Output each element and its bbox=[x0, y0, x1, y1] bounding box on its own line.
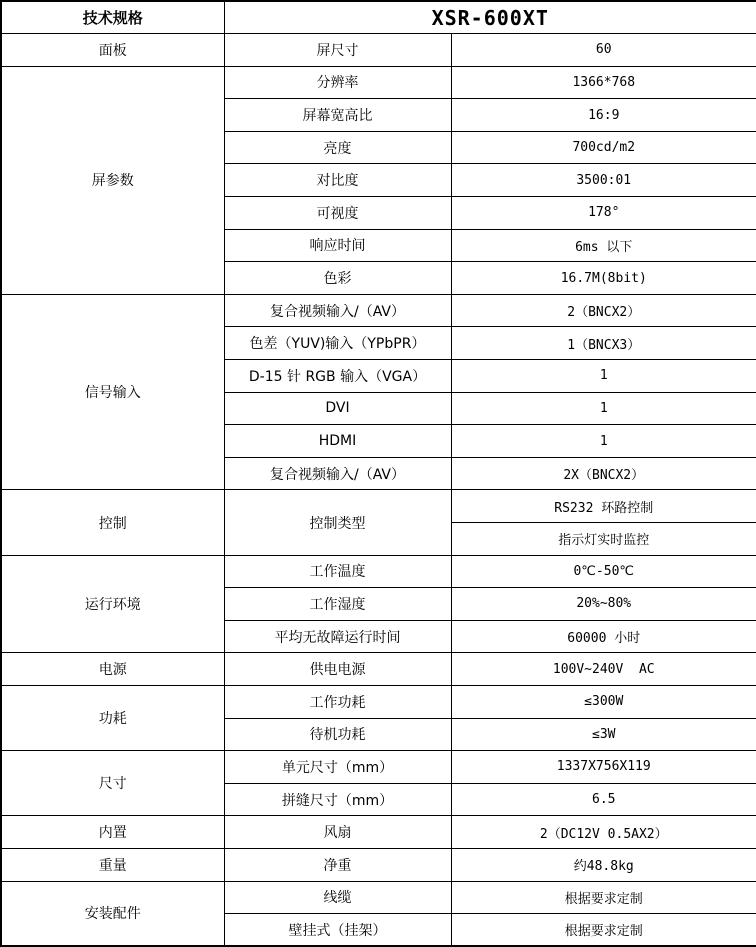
param-cell: 待机功耗 bbox=[224, 718, 451, 751]
category-cell: 控制 bbox=[1, 490, 224, 555]
category-cell: 功耗 bbox=[1, 685, 224, 750]
param-cell: 对比度 bbox=[224, 164, 451, 197]
category-cell: 电源 bbox=[1, 653, 224, 686]
param-cell: 风扇 bbox=[224, 816, 451, 849]
value-cell: 16.7M(8bit) bbox=[451, 262, 756, 295]
value-cell: 20%~80% bbox=[451, 588, 756, 621]
category-cell: 面板 bbox=[1, 34, 224, 67]
category-cell: 运行环境 bbox=[1, 555, 224, 653]
spec-row bbox=[1, 34, 756, 67]
param-cell: 工作湿度 bbox=[224, 588, 451, 621]
param-cell: 复合视频输入/（AV） bbox=[224, 457, 451, 490]
value-cell: 2（BNCX2） bbox=[451, 294, 756, 327]
spec-row bbox=[1, 66, 756, 99]
spec-row bbox=[1, 653, 756, 686]
param-cell: 单元尺寸（mm） bbox=[224, 751, 451, 784]
spec-row bbox=[1, 555, 756, 588]
value-cell: 3500:01 bbox=[451, 164, 756, 197]
value-cell: 2X（BNCX2） bbox=[451, 457, 756, 490]
value-cell: 0℃-50℃ bbox=[451, 555, 756, 588]
param-cell: 色彩 bbox=[224, 262, 451, 295]
param-cell: 屏尺寸 bbox=[224, 34, 451, 67]
value-cell: RS232 环路控制 bbox=[451, 490, 756, 523]
param-cell: HDMI bbox=[224, 425, 451, 458]
category-cell: 重量 bbox=[1, 848, 224, 881]
param-cell: 拼缝尺寸（mm） bbox=[224, 783, 451, 816]
spec-row bbox=[1, 685, 756, 718]
value-cell: 6.5 bbox=[451, 783, 756, 816]
param-cell: 供电电源 bbox=[224, 653, 451, 686]
param-cell: 屏幕宽高比 bbox=[224, 99, 451, 132]
category-cell: 内置 bbox=[1, 816, 224, 849]
spec-row bbox=[1, 816, 756, 849]
param-cell: 工作温度 bbox=[224, 555, 451, 588]
param-cell: 可视度 bbox=[224, 197, 451, 230]
param-cell: 平均无故障运行时间 bbox=[224, 620, 451, 653]
value-cell: 根据要求定制 bbox=[451, 914, 756, 947]
value-cell: 2（DC12V 0.5AX2） bbox=[451, 816, 756, 849]
param-cell: 工作功耗 bbox=[224, 685, 451, 718]
value-cell: 指示灯实时监控 bbox=[451, 523, 756, 556]
value-cell: 1（BNCX3） bbox=[451, 327, 756, 360]
category-cell: 安装配件 bbox=[1, 881, 224, 946]
spec-row bbox=[1, 881, 756, 914]
param-cell: D-15 针 RGB 输入（VGA） bbox=[224, 360, 451, 393]
value-cell: 16:9 bbox=[451, 99, 756, 132]
value-cell: 1366*768 bbox=[451, 66, 756, 99]
model-header-cell: XSR-600XT bbox=[224, 1, 756, 34]
value-cell: ≤300W bbox=[451, 685, 756, 718]
param-cell: DVI bbox=[224, 392, 451, 425]
param-cell: 色差（YUV)输入（YPbPR） bbox=[224, 327, 451, 360]
category-cell: 尺寸 bbox=[1, 751, 224, 816]
value-cell: 60000 小时 bbox=[451, 620, 756, 653]
value-cell: 1 bbox=[451, 360, 756, 393]
spec-header-cell: 技术规格 bbox=[1, 1, 224, 34]
param-cell: 复合视频输入/（AV） bbox=[224, 294, 451, 327]
param-cell: 壁挂式（挂架） bbox=[224, 914, 451, 947]
category-cell: 屏参数 bbox=[1, 66, 224, 294]
value-cell: 60 bbox=[451, 34, 756, 67]
value-cell: 约48.8kg bbox=[451, 848, 756, 881]
spec-row bbox=[1, 490, 756, 523]
value-cell: 1 bbox=[451, 425, 756, 458]
value-cell: 700cd/m2 bbox=[451, 131, 756, 164]
spec-row bbox=[1, 848, 756, 881]
param-cell: 分辨率 bbox=[224, 66, 451, 99]
value-cell: ≤3W bbox=[451, 718, 756, 751]
param-cell: 亮度 bbox=[224, 131, 451, 164]
table-header-row bbox=[1, 1, 756, 34]
param-cell: 净重 bbox=[224, 848, 451, 881]
value-cell: 100V~240V AC bbox=[451, 653, 756, 686]
value-cell: 6ms 以下 bbox=[451, 229, 756, 262]
category-cell: 信号输入 bbox=[1, 294, 224, 490]
value-cell: 根据要求定制 bbox=[451, 881, 756, 914]
value-cell: 178° bbox=[451, 197, 756, 230]
param-cell: 控制类型 bbox=[224, 490, 451, 555]
spec-row bbox=[1, 751, 756, 784]
param-cell: 线缆 bbox=[224, 881, 451, 914]
spec-table-body bbox=[1, 34, 756, 947]
param-cell: 响应时间 bbox=[224, 229, 451, 262]
value-cell: 1 bbox=[451, 392, 756, 425]
value-cell: 1337X756X119 bbox=[451, 751, 756, 784]
spec-row bbox=[1, 294, 756, 327]
